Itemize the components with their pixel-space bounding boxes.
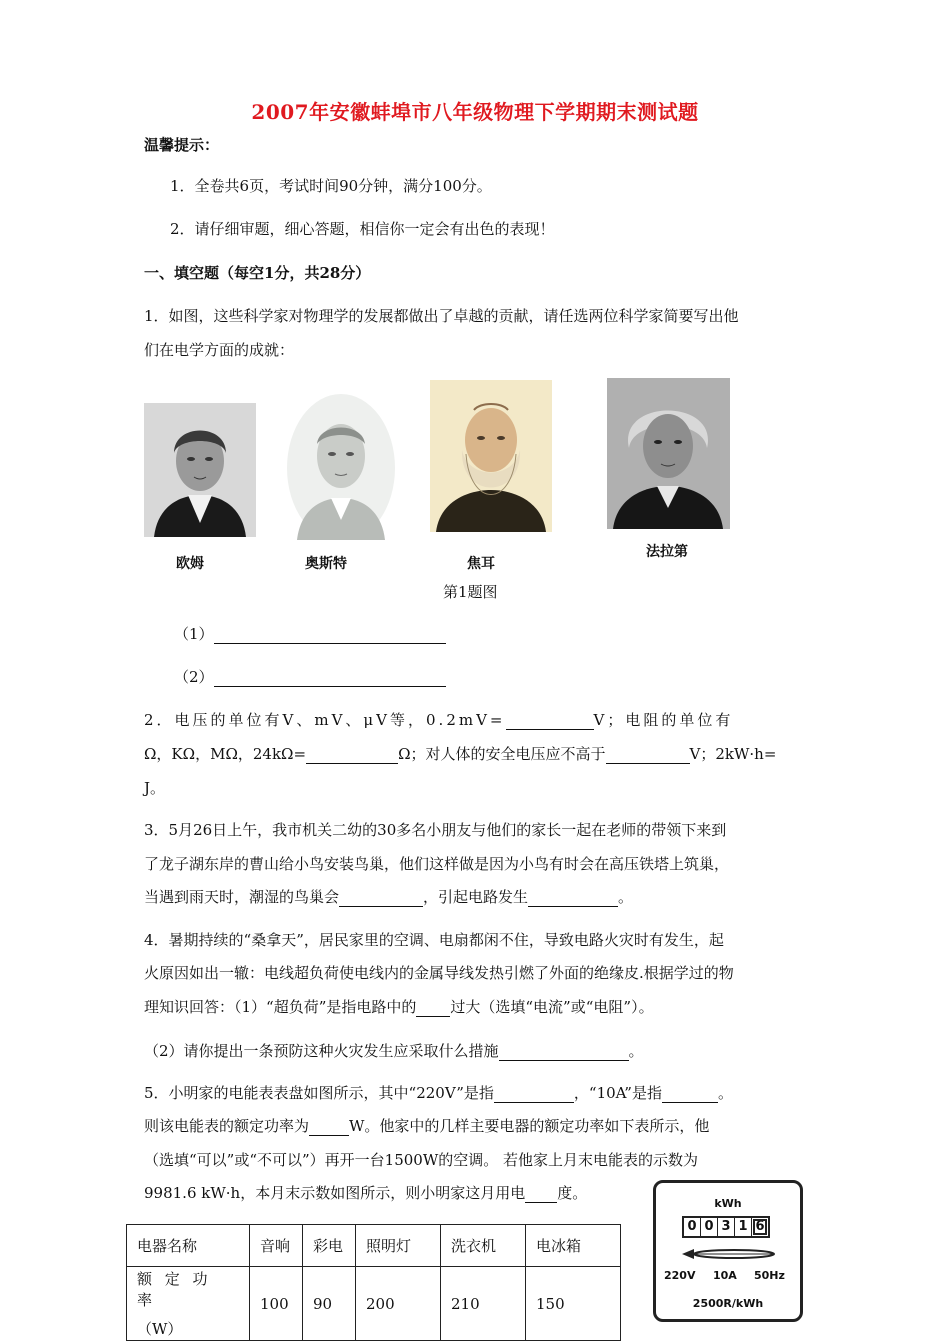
meter-digit: 1 [735, 1218, 752, 1236]
q5-blank-3[interactable] [309, 1117, 349, 1136]
meter-frequency: 50Hz [754, 1269, 785, 1282]
q2-line-2b: Ω；对人体的安全电压应不高于 [398, 745, 606, 763]
meter-disk-icon [678, 1245, 778, 1263]
table-row-label [127, 1267, 250, 1341]
q5-blank-1[interactable] [494, 1084, 574, 1103]
page-title: 2007年安徽蚌埠市八年级物理下学期期末测试题 [251, 100, 699, 124]
q5-line-2a: 则该电能表的额定功率为 [144, 1117, 310, 1135]
table-cell: 100 [250, 1267, 303, 1341]
table-header-cell: 电冰箱 [526, 1225, 621, 1267]
q3-line-3a: 当遇到雨天时，潮湿的鸟巢会 [144, 888, 340, 906]
q1-line-1: 1．如图，这些科学家对物理学的发展都做出了卓越的贡献，请任选两位科学家简要写出他 [144, 307, 739, 325]
table-cell: 150 [526, 1267, 621, 1341]
q4-line-4a: （2）请你提出一条预防这种火灾发生应采取什么措施 [144, 1042, 499, 1060]
q4-line-3a: 理知识回答：（1）“超负荷”是指电路中的 [144, 998, 417, 1016]
portrait-oersted-image [285, 388, 397, 540]
portrait-faraday-image [607, 378, 730, 529]
meter-current: 10A [713, 1269, 737, 1282]
tips-heading: 温馨提示： [144, 136, 220, 154]
row-label-line-2: （W） [137, 1320, 183, 1338]
q3-line-2: 了龙子湖东岸的曹山给小鸟安装鸟巢，他们这样做是因为小鸟有时会在高压铁塔上筑巢， [144, 855, 730, 873]
row-label-line-1: 额 定 功 率 [137, 1270, 212, 1309]
tip-item-2: 2．请仔细审题，细心答题，相信你一定会有出色的表现！ [170, 220, 555, 238]
q5-line-2b: W。他家中的几样主要电器的额定功率如下表所示，他 [349, 1117, 710, 1135]
section-heading: 一、填空题（每空1分，共28分） [144, 264, 371, 282]
q2-line-1a: 2．电压的单位有V、mV、μV等，0.2mV= [144, 711, 506, 729]
q5-line-1a: 5．小明家的电能表表盘如图所示，其中“220V”是指 [144, 1084, 494, 1102]
q2-blank-2[interactable] [306, 745, 398, 764]
q3-blank-1[interactable] [339, 888, 423, 907]
q3-line-3c: 。 [618, 888, 634, 906]
table-cell: 210 [441, 1267, 526, 1341]
meter-constant: 2500R/kWh [692, 1297, 764, 1310]
q1-answer-1-blank[interactable] [214, 625, 446, 644]
table-cell: 90 [303, 1267, 356, 1341]
portrait-joule-image [430, 380, 552, 532]
q4-line-4b: 。 [628, 1042, 644, 1060]
q5-line-4b: 度。 [557, 1184, 588, 1202]
table-header-cell: 电器名称 [127, 1225, 250, 1267]
meter-digit: 3 [718, 1218, 735, 1236]
q1-answer-2-label: （2） [174, 668, 214, 686]
meter-digit-decimal: 6 [752, 1218, 768, 1236]
q1-line-2: 们在电学方面的成就： [144, 341, 295, 359]
caption-faraday: 法拉第 [646, 544, 688, 560]
table-row [127, 1267, 621, 1341]
meter-digit-display [682, 1216, 770, 1238]
q2-line-2c: V；2kW·h= [689, 745, 777, 763]
q5-line-1b: ，“10A”是指 [573, 1084, 662, 1102]
figure-caption: 第1题图 [443, 583, 498, 601]
q5-line-1c: 。 [717, 1084, 733, 1102]
caption-ohm: 欧姆 [176, 556, 204, 572]
q3-blank-2[interactable] [528, 888, 618, 907]
q5-blank-2[interactable] [662, 1084, 718, 1103]
caption-oersted: 奥斯特 [305, 556, 347, 572]
q4-blank-1[interactable] [416, 998, 450, 1017]
meter-voltage: 220V [664, 1269, 696, 1282]
q2-line-2a: Ω，KΩ，MΩ，24kΩ= [144, 745, 307, 763]
meter-digit: 0 [701, 1218, 718, 1236]
table-header-cell: 照明灯 [356, 1225, 441, 1267]
caption-joule: 焦耳 [467, 556, 495, 572]
appliance-power-table [126, 1224, 621, 1341]
table-header-cell: 洗衣机 [441, 1225, 526, 1267]
tip-item-1: 1．全卷共6页，考试时间90分钟，满分100分。 [170, 177, 492, 195]
q3-line-1: 3．5月26日上午，我市机关二幼的30多名小朋友与他们的家长一起在老师的带领下来到 [144, 821, 727, 839]
q2-line-1b: V；电阻的单位有 [593, 711, 734, 729]
q5-blank-4[interactable] [525, 1184, 557, 1203]
q4-blank-2[interactable] [499, 1042, 629, 1061]
q2-blank-1[interactable] [506, 711, 594, 730]
portrait-ohm-image [144, 403, 256, 537]
q4-line-2: 火原因如出一辙：电线超负荷使电线内的金属导线发热引燃了外面的绝缘皮.根据学过的物 [144, 964, 734, 982]
meter-unit: kWh [714, 1197, 742, 1210]
q3-line-3b: ，引起电路发生 [423, 888, 529, 906]
q2-blank-3[interactable] [606, 745, 690, 764]
table-header-cell: 音响 [250, 1225, 303, 1267]
q4-line-3b: 过大（选填“电流”或“电阻”）。 [450, 998, 654, 1016]
q5-line-3: （选填“可以”或“不可以”）再开一台1500W的空调。 若他家上月末电能表的示数为 [144, 1151, 699, 1169]
q2-line-3: J。 [144, 779, 166, 797]
table-header-row [127, 1225, 621, 1267]
q4-line-1: 4．暑期持续的“桑拿天”，居民家里的空调、电扇都闲不住，导致电路火灾时有发生，起 [144, 931, 724, 949]
table-cell: 200 [356, 1267, 441, 1341]
meter-digit: 0 [684, 1218, 701, 1236]
table-header-cell: 彩电 [303, 1225, 356, 1267]
q1-answer-2-blank[interactable] [214, 668, 446, 687]
q1-answer-1-label: （1） [174, 625, 214, 643]
q5-line-4a: 9981.6 kW·h，本月末示数如图所示，则小明家这月用电 [144, 1184, 526, 1202]
electric-meter [653, 1180, 803, 1322]
